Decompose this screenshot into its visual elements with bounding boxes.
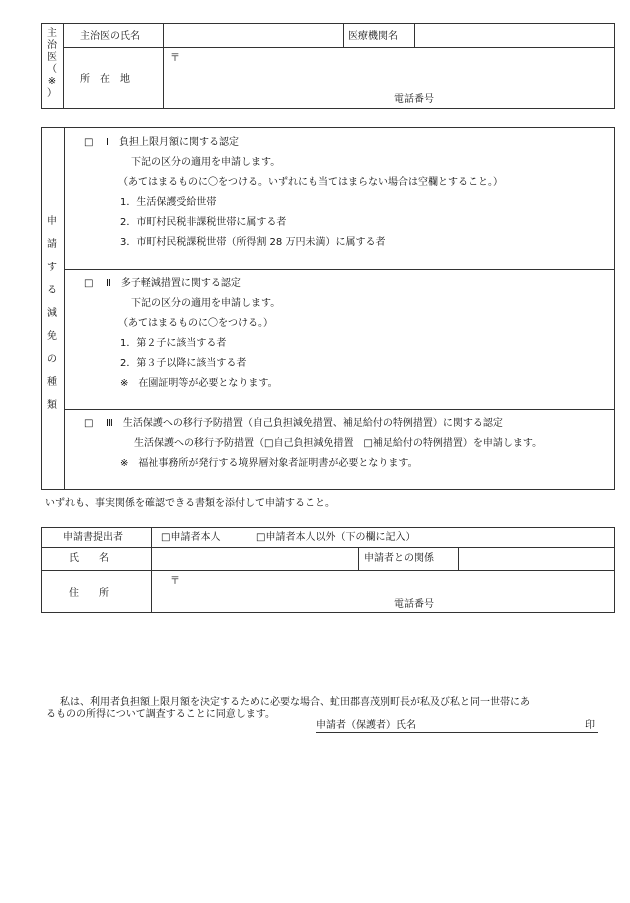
section3-remark: ※ 福祉事務所が発行する境界層対象者証明書が必要となります。 <box>120 458 418 469</box>
relation-label: 申請者との関係 <box>364 553 434 564</box>
seal-mark: 印 <box>585 720 595 731</box>
section2-note: （あてはまるものに〇をつける。） <box>118 318 273 329</box>
submitter-option-other[interactable]: □申請者本人以外（下の欄に記入） <box>256 532 416 543</box>
section2-item[interactable]: 2．第３子以降に該当する者 <box>120 358 247 369</box>
doctor-name-field[interactable] <box>165 25 341 46</box>
applicant-address-label: 住 所 <box>69 588 109 599</box>
applicant-address-field[interactable] <box>153 572 613 612</box>
doctor-side-label: 主 治 医 （ ※ ） <box>47 28 57 99</box>
consent-line1: 私は、利用者負担額上限月額を決定するために必要な場合、虻田郡喜茂別町長が私及び私と同一世帯にあ <box>60 697 530 708</box>
doctor-postal-mark: 〒 <box>170 53 180 64</box>
section1-line1: 下記の区分の適用を申請します。 <box>131 157 281 168</box>
applicant-phone-label: 電話番号 <box>394 599 434 610</box>
consent-line2: るものの所得について調査することに同意します。 <box>46 709 275 720</box>
section3-checkbox[interactable]: □ <box>84 418 94 429</box>
section1-item[interactable]: 3．市町村民税課税世帯（所得割 28 万円未満）に属する者 <box>120 237 386 248</box>
institution-field[interactable] <box>416 25 613 46</box>
section1-title: Ⅰ 負担上限月額に関する認定 <box>106 137 239 148</box>
submitter-label: 申請書提出者 <box>63 532 123 543</box>
applicant-name-field[interactable] <box>153 549 356 569</box>
institution-label: 医療機関名 <box>348 31 398 42</box>
applicant-postal-mark: 〒 <box>170 576 180 587</box>
section2-title: Ⅱ 多子軽減措置に関する認定 <box>106 278 241 289</box>
section3-line1: 生活保護への移行予防措置（□自己負担減免措置 □補足給付の特例措置）を申請します。 <box>134 438 543 449</box>
section2-remark: ※ 在園証明等が必要となります。 <box>120 378 278 389</box>
section1-item[interactable]: 1．生活保護受給世帯 <box>120 197 217 208</box>
relation-field[interactable] <box>460 549 613 569</box>
section1-item[interactable]: 2．市町村民税非課税世帯に属する者 <box>120 217 287 228</box>
attach-note: いずれも、事実関係を確認できる書類を添付して申請すること。 <box>45 498 335 509</box>
section2-checkbox[interactable]: □ <box>84 278 94 289</box>
applicant-name-label: 氏 名 <box>69 553 109 564</box>
section3-title: Ⅲ 生活保護への移行予防措置（自己負担減免措置、補足給付の特例措置）に関する認定 <box>106 418 503 429</box>
signer-label: 申請者（保護者）氏名 <box>316 720 416 731</box>
section1-checkbox[interactable]: □ <box>84 137 94 148</box>
submitter-option-self[interactable]: □申請者本人 <box>161 532 221 543</box>
reduction-side-label: 申 請 す る 減 免 の 種 類 <box>47 216 57 411</box>
section2-item[interactable]: 1．第２子に該当する者 <box>120 338 227 349</box>
doctor-address-field[interactable] <box>165 49 613 107</box>
doctor-name-label: 主治医の氏名 <box>80 31 140 42</box>
section1-note: （あてはまるものに〇をつける。いずれにも当てはまらない場合は空欄とすること。） <box>118 177 503 188</box>
doctor-address-label: 所 在 地 <box>80 74 130 85</box>
section2-line1: 下記の区分の適用を申請します。 <box>131 298 281 309</box>
doctor-phone-label: 電話番号 <box>394 94 434 105</box>
